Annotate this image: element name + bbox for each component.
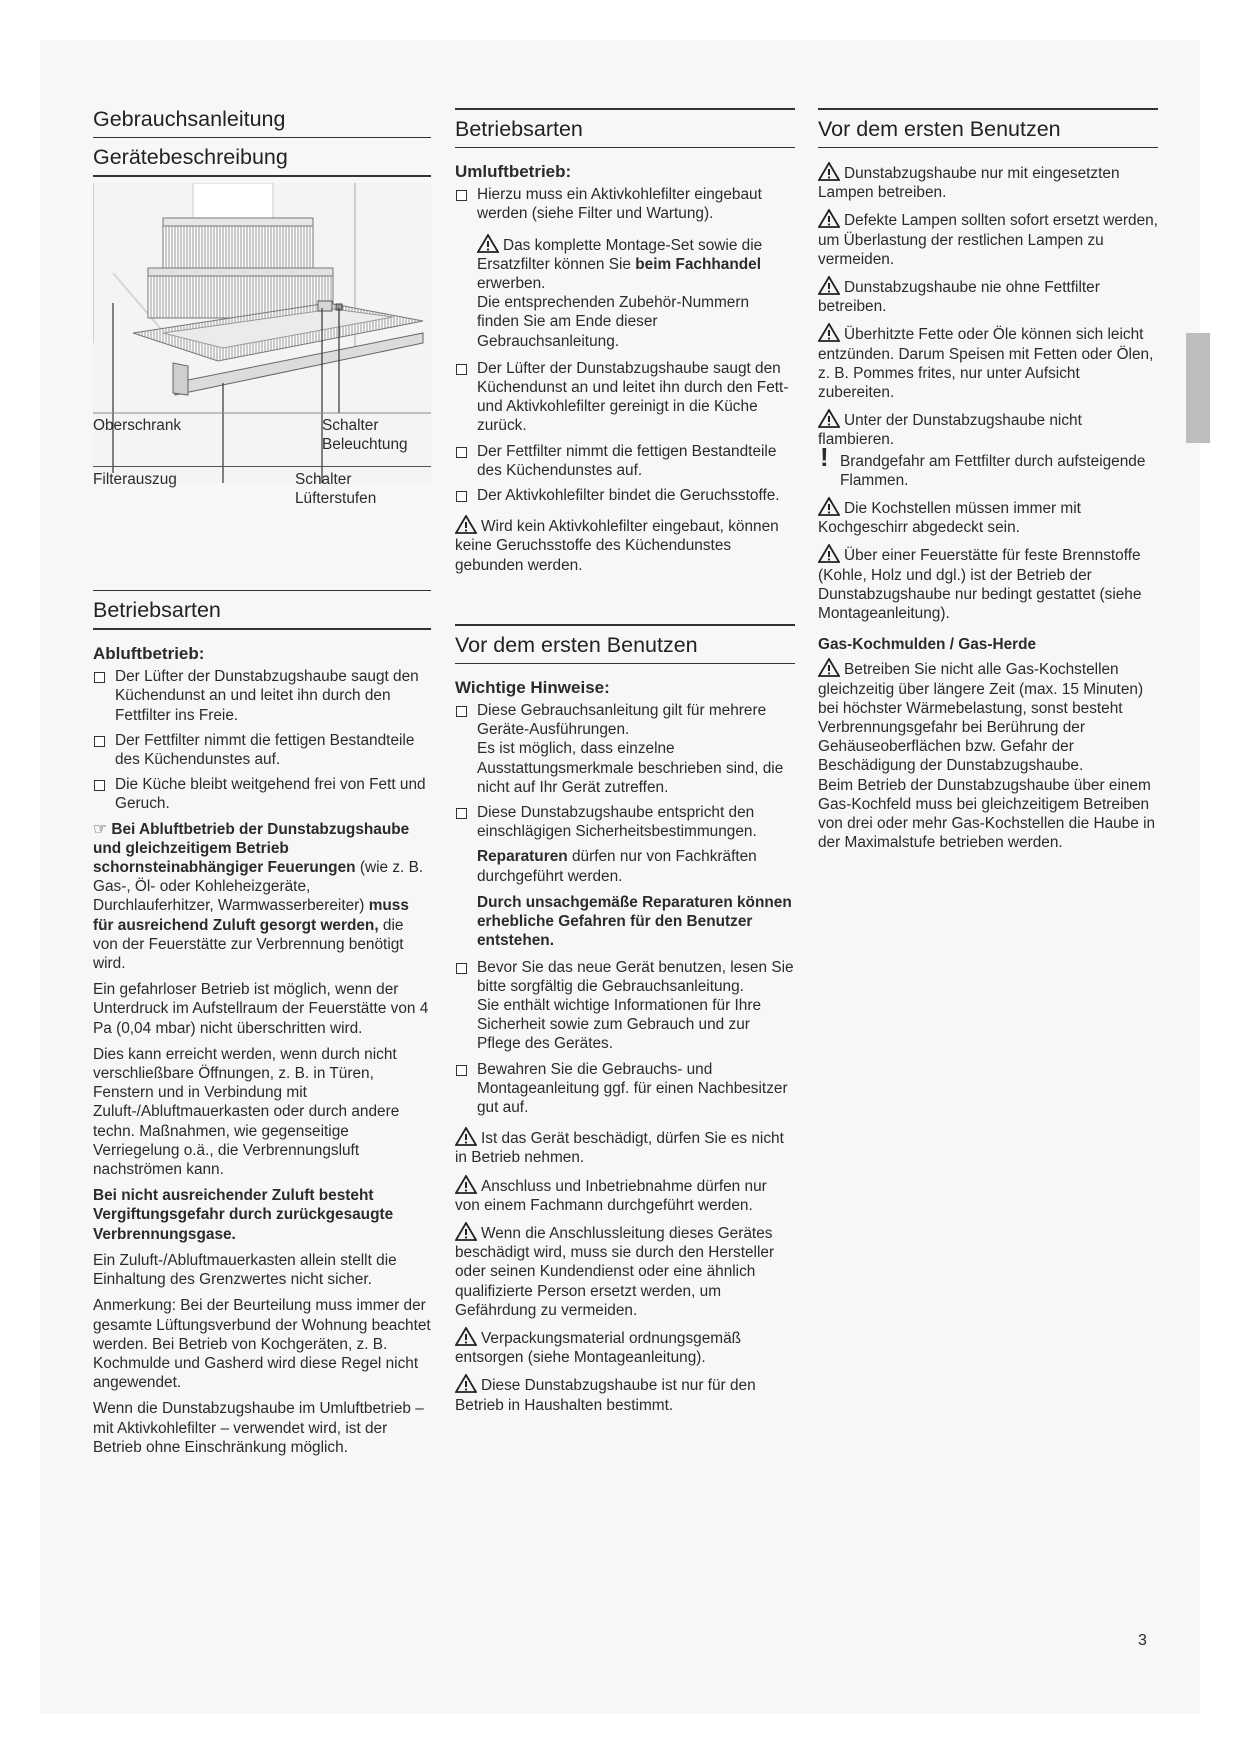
warning-paragraph [455,1222,795,1320]
list-item-text: Diese Gebrauchsanleitung gilt für mehrere Geräte-Ausführungen. [477,702,767,739]
warning-block [455,234,795,351]
label-filterauszug: Filterauszug [93,471,177,488]
section-title-geraetebeschreibung: Gerätebeschreibung [93,145,288,169]
repair-note [455,847,795,885]
list-item [455,958,795,1054]
warning-icon [818,544,840,563]
abluft-list [93,667,431,813]
divider [93,175,431,177]
page-number: 3 [1138,1632,1147,1649]
warning-paragraph [818,209,1158,269]
note-text: die von der Feuerstätte zur Verbrennung benötigt wird. [93,916,404,973]
note-bold: Bei Abluftbetrieb der Dunstabzugshaube und gleichzeitigem Betrieb schornsteinabhängiger Feuerungen [93,820,410,877]
warning-icon [818,209,840,228]
list-item: Der Fettfilter nimmt die fettigen Bestandteile des Küchendunstes auf. [93,731,431,769]
warning-icon [455,1127,477,1146]
note-bold: muss für ausreichend Zuluft gesorgt werden, [93,897,409,934]
section-title-vor-dem-ersten-benutzen: Vor dem ersten Benutzen [818,117,1061,141]
warning-icon [455,1175,477,1194]
page-edge-tab [1186,333,1210,443]
paragraph: Ein Zuluft-/Abluftmauerkasten allein stellt die Einhaltung des Grenzwertes nicht sicher. [93,1251,397,1289]
warning-icon [477,237,503,254]
divider [93,466,431,467]
column-middle [455,100,795,1422]
paragraph: Ein gefahrloser Betrieb ist möglich, wenn der Unterdruck im Aufstellraum der Feuerstätte von 4 Pa (0,04 mbar) nicht überschritten wird. [93,981,429,1037]
warning-paragraph [455,1175,795,1215]
warning-bold: beim Fachhandel [635,255,761,273]
abluft-note [93,820,431,974]
warning-paragraph [455,1327,795,1367]
warning-text: Verpackungsmaterial ordnungsgemäß entsorgen (siehe Montageanleitung). [455,1329,742,1367]
warning-paragraph [455,1374,795,1414]
warning-text: Überhitzte Fette oder Öle können sich leicht entzünden. Darum Speisen mit Fetten oder Ölen, z. B. Pommes frites, nur unter Aufsicht zubereiten. [818,326,1154,402]
warning-text: Über einer Feuerstätte für feste Brennstoffe (Kohle, Holz und dgl.) ist der Betrieb der Dunstabzugshaube nur bedingt gestattet (siehe Montageanleitung). [818,547,1142,623]
abluft-title: Abluftbetrieb: [93,644,205,663]
warning-icon [455,1374,477,1393]
list-item-text: Bevor Sie das neue Gerät benutzen, lesen Sie bitte sorgfältig die Gebrauchsanleitung. [477,958,794,995]
list-item-text: Es ist möglich, dass einzelne Ausstattungsmerkmale beschrieben sind, die nicht auf Ihr Gerät zutreffen. [477,740,784,796]
divider [455,147,795,148]
paragraph: Dies kann erreicht werden, wenn durch nicht verschließbare Öffnungen, z. B. in Türen, Fenstern und in Verbindung mit Zuluft-/Abluftmauerkasten oder durch andere techn. Maßnahmen, wie gegenseitige Verriegelung o.ä., die Verbrennungsluft nachströmen kann. [93,1045,400,1179]
label-schalter-beleuchtung: Schalter Beleuchtung [322,417,408,453]
warning-icon [818,276,840,295]
warning-paragraph [818,162,1158,202]
list-item [455,803,795,841]
paragraph: Wenn die Dunstabzugshaube im Umluftbetrieb – mit Aktivkohlefilter – verwendet wird, ist der Betrieb ohne Einschränkung möglich. [93,1400,424,1456]
list-item: Der Fettfilter nimmt die fettigen Bestandteile des Küchendunstes auf. [455,442,795,480]
warning-icon [818,658,840,677]
repair-bold: Reparaturen [477,848,568,866]
list-item: Der Lüfter der Dunstabzugshaube saugt den Küchendunst an und leitet ihn durch den Fett- und Aktivkohlefilter gereinigt in die Küche zurück. [455,359,795,436]
gas-title: Gas-Kochmulden / Gas-Herde [818,636,1037,654]
warning-paragraph [818,409,1158,449]
warning-list [455,1127,795,1415]
list-item-text: Sie enthält wichtige Informationen für Ihre Sicherheit sowie zum Gebrauch und zur Pflege des Gerätes. [477,996,762,1053]
divider [455,663,795,664]
warning-text: Wenn die Anschlussleitung dieses Gerätes beschädigt wird, muss sie durch den Hersteller oder seinen Kundendienst oder eine ähnlich qualifizierte Person ersetzt werden, um Gefährdung zu vermeiden. [455,1224,775,1319]
repair-warning: Durch unsachgemäße Reparaturen können erhebliche Gefahren für den Benutzer entstehen. [477,893,792,950]
warning-text: Das komplette Montage-Set sowie die Ersatzfilter können Sie [477,236,763,273]
warning-paragraph [455,1127,795,1167]
section-title-betriebsarten: Betriebsarten [455,117,583,141]
warning-paragraph [818,497,1158,537]
column-right [818,100,1158,860]
exclamation-icon: ! [820,441,829,472]
note-text: (wie z. B. Gas-, Öl- oder Kohleheizgeräte, Durchlauferhitzer, Warmwasserbereiter) [93,859,424,915]
doc-title: Gebrauchsanleitung [93,107,286,131]
warning-paragraph [818,276,1158,316]
warning-paragraph [818,658,1158,775]
section-title-vor-dem-ersten-benutzen: Vor dem ersten Benutzen [455,632,698,657]
hinweise-title: Wichtige Hinweise: [455,677,610,697]
warning-icon [455,1327,477,1346]
warning-icon [818,162,840,181]
paragraph: Anmerkung: Bei der Beurteilung muss immer der gesamte Lüftungsverbund der Wohnung beachtet werden. Bei Betrieb von Kochgeräten, z. B. Kochmulde und Gasherd wird diese Regel nicht angewendet. [93,1297,431,1392]
paragraph-warning: Bei nicht ausreichender Zuluft besteht Vergiftungsgefahr durch zurückgesaugte Verbrennungsgase. [93,1187,394,1243]
warning-text: Die Kochstellen müssen immer mit Kochgeschirr abgedeckt sein. [818,500,1081,537]
umluft-title: Umluftbetrieb: [455,162,572,181]
fire-warning [818,441,1158,490]
list-item: Hierzu muss ein Aktivkohlefilter eingebaut werden (siehe Filter und Wartung). [455,185,795,223]
warning-text: Die entsprechenden Zubehör-Nummern finden Sie am Ende dieser Gebrauchsanleitung. [477,294,750,350]
warning-text: Defekte Lampen sollten sofort ersetzt werden, um Überlastung der restlichen Lampen zu vermeiden. [818,212,1158,268]
list-item: Bewahren Sie die Gebrauchs- und Montageanleitung ggf. für einen Nachbesitzer gut auf. [455,1060,795,1118]
paragraph: Beim Betrieb der Dunstabzugshaube über einem Gas-Kochfeld muss bei gleichzeitigem Betreiben von drei oder mehr Gas-Kochstellen die Haube in der Maximalstufe betrieben werden. [818,776,1156,852]
warning-icon [455,1222,477,1241]
warning-text: Diese Dunstabzugshaube ist nur für den Betrieb in Haushalten bestimmt. [455,1377,756,1414]
hinweise-list-2 [455,958,795,1118]
warning-paragraph [455,515,795,575]
warning-text: Ist das Gerät beschädigt, dürfen Sie es nicht in Betrieb nehmen. [455,1130,784,1167]
list-item: Der Aktivkohlefilter bindet die Geruchsstoffe. [455,486,795,505]
warning-text: Dunstabzugshaube nur mit eingesetzten Lampen betreiben. [818,165,1120,202]
warning-icon [818,497,840,516]
warning-paragraph [818,544,1158,623]
divider [93,628,431,630]
list-item: Der Lüfter der Dunstabzugshaube saugt den Küchendunst an und leitet ihn durch den Fettfilter ins Freie. [93,667,431,725]
label-oberschrank: Oberschrank [93,417,182,434]
warning-text: Unter der Dunstabzugshaube nicht flambieren. [818,412,1082,449]
warning-text: Dunstabzugshaube nie ohne Fettfilter betreiben. [818,279,1100,316]
hood-illustration [93,183,431,558]
warning-icon [455,515,477,534]
list-item: Die Küche bleibt weitgehend frei von Fett und Geruch. [93,775,431,813]
warning-icon [818,409,840,428]
umluft-list-2 [455,359,795,505]
fire-warning-text: Brandgefahr am Fettfilter durch aufsteigende Flammen. [840,452,1146,489]
warning-icon [818,323,840,342]
warning-text: Betreiben Sie nicht alle Gas-Kochstellen gleichzeitig über längere Zeit (max. 15 Minuten) bei höchster Wärmebelastung, sonst besteht Verbrennungsgefahr bei Berührung der Gehäuseoberflächen bzw. Gefahr der Beschädigung der Dunstabzugshaube. [818,661,1144,775]
hinweise-list [455,701,795,841]
list-item [455,701,795,797]
warning-text: Wird kein Aktivkohlefilter eingebaut, können keine Geruchsstoffe des Küchendunstes gebunden werden. [455,518,779,574]
warning-paragraph [818,323,1158,402]
label-schalter-luefterstufen: Schalter Lüfterstufen [295,471,377,507]
list-item-text: Diese Dunstabzugshaube entspricht den einschlägigen Sicherheitsbestimmungen. [477,804,757,841]
section-title-betriebsarten: Betriebsarten [93,598,221,622]
column-left [93,100,431,1464]
divider [818,147,1158,148]
umluft-list [455,185,795,223]
pointing-hand-icon: ☞ [93,820,108,838]
warning-text: erwerben. [477,275,546,293]
warning-text: Anschluss und Inbetriebnahme dürfen nur von einem Fachmann durchgeführt werden. [455,1177,767,1214]
repair-text: dürfen nur von Fachkräften durchgeführt werden. [477,848,757,885]
